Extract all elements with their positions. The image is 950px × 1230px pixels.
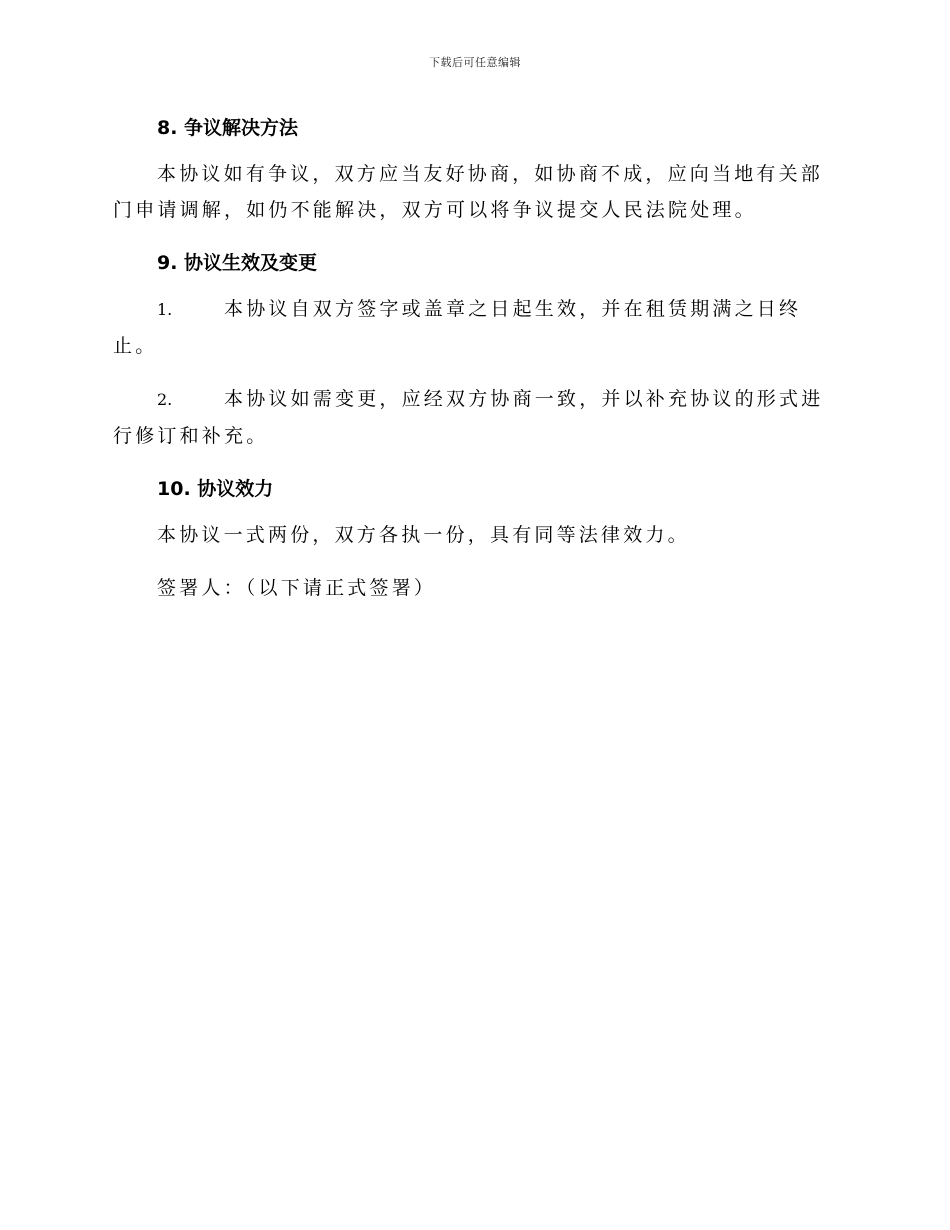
section-9-heading: 9. 协议生效及变更 — [157, 252, 318, 274]
section-10-body: 本协议一式两份，双方各执一份，具有同等法律效力。 — [157, 524, 690, 546]
list-number: 2. — [157, 390, 173, 409]
section-9-item-2 — [113, 381, 833, 454]
section-8-body: 本协议如有争议，双方应当友好协商，如协商不成，应向当地有关部门申请调解，如仍不能解决，双方可以将争议提交人民法院处理。 — [113, 163, 824, 221]
section-8-heading: 8. 争议解决方法 — [157, 117, 299, 139]
section-10-heading: 10. 协议效力 — [157, 478, 274, 500]
page-header: 下载后可任意编辑 — [429, 56, 521, 69]
section-9-item-1 — [113, 291, 833, 364]
list-number: 1. — [157, 300, 173, 319]
list-text: 本协议自双方签字或盖章之日起生效，并在租赁期满之日终止。 — [113, 298, 802, 357]
signature-line: 签署人：（以下请正式签署） — [157, 577, 437, 599]
document-body — [113, 110, 833, 606]
list-text: 本协议如需变更，应经双方协商一致，并以补充协议的形式进行修订和补充。 — [113, 388, 824, 447]
